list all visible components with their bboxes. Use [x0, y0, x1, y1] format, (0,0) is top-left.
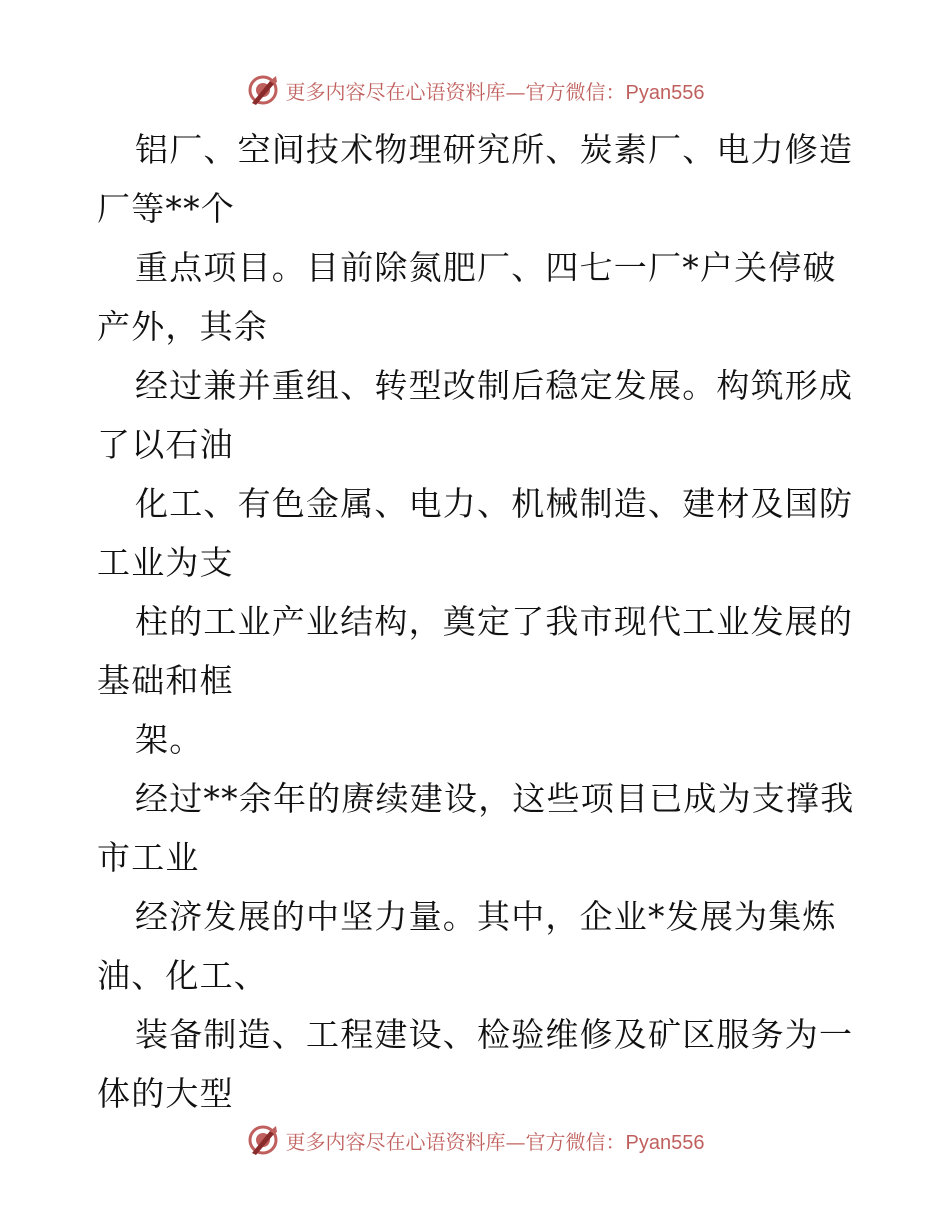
header-watermark	[0, 70, 950, 110]
wechat-id: Pyan556	[625, 1131, 705, 1154]
footer-watermark	[0, 1120, 950, 1160]
document-body	[97, 120, 857, 1123]
pen-logo-icon	[246, 1123, 280, 1157]
paragraph: 化工、有色金属、电力、机械制造、建材及国防工业为支	[97, 484, 854, 582]
paragraph: 架。	[135, 720, 204, 759]
paragraph: 柱的工业产业结构，奠定了我市现代工业发展的基础和框	[97, 602, 854, 700]
paragraph: 经过兼并重组、转型改制后稳定发展。构筑形成了以石油	[97, 366, 854, 464]
watermark-text: 更多内容尽在心语资料库—官方微信：Pyan556	[285, 1129, 705, 1154]
paragraph: 经济发展的中坚力量。其中，企业*发展为集炼油、化工、	[97, 897, 837, 995]
paragraph: 经过**余年的赓续建设，这些项目已成为支撑我市工业	[97, 779, 855, 877]
paragraph: 重点项目。目前除氮肥厂、四七一厂*户关停破产外，其余	[97, 248, 837, 346]
wechat-id: Pyan556	[625, 81, 705, 104]
paragraph: 铝厂、空间技术物理研究所、炭素厂、电力修造厂等**个	[97, 130, 854, 228]
pen-logo-icon	[246, 73, 280, 107]
paragraph: 装备制造、工程建设、检验维修及矿区服务为一体的大型	[97, 1015, 854, 1113]
watermark-text: 更多内容尽在心语资料库—官方微信：Pyan556	[285, 79, 705, 104]
